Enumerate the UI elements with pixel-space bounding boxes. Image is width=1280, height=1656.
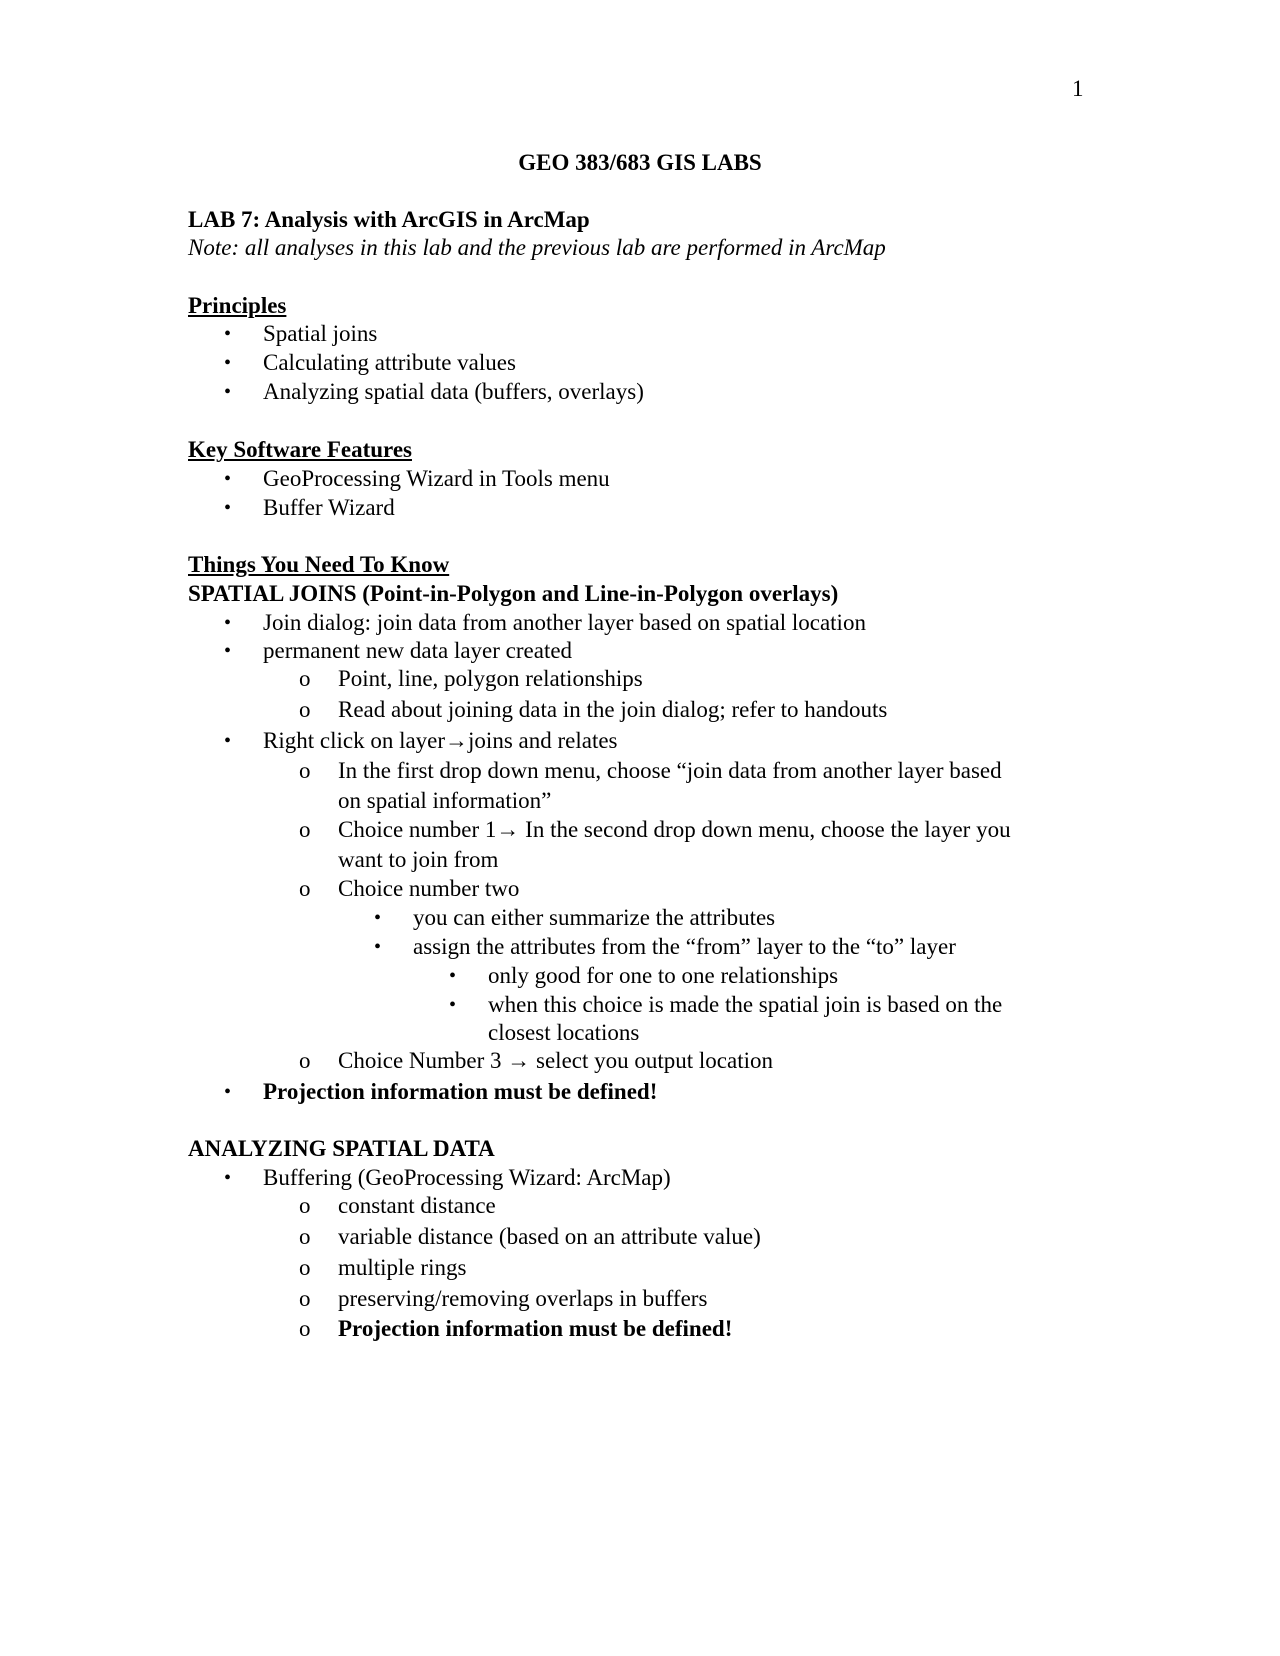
circle-bullet: o <box>299 1316 311 1341</box>
list-item: when this choice is made the spatial join is based on the <box>488 992 1003 1017</box>
list-item: Buffering (GeoProcessing Wizard: ArcMap) <box>263 1165 671 1190</box>
circle-bullet: o <box>299 876 311 901</box>
bullet: • <box>224 730 232 752</box>
list-item: Buffer Wizard <box>263 495 395 520</box>
choice-1-text: Choice number 1 <box>338 817 497 842</box>
bullet: • <box>224 640 232 662</box>
key-features-heading: Key Software Features <box>188 437 412 462</box>
circle-bullet: o <box>299 697 311 722</box>
list-item: Choice number two <box>338 876 520 901</box>
bullet: • <box>449 994 457 1016</box>
list-item: Join dialog: join data from another layer based on spatial location <box>263 610 866 635</box>
bullet: • <box>224 1081 232 1103</box>
bullet: • <box>224 612 232 634</box>
principles-heading: Principles <box>188 293 287 318</box>
list-item: multiple rings <box>338 1255 467 1280</box>
projection-warning: Projection information must be defined! <box>263 1079 658 1104</box>
list-item-continued: on spatial information” <box>338 788 552 813</box>
list-item <box>338 1047 773 1075</box>
analyzing-heading: ANALYZING SPATIAL DATA <box>188 1136 495 1161</box>
bullet: • <box>224 323 232 345</box>
list-item: Analyzing spatial data (buffers, overlays) <box>263 379 644 404</box>
circle-bullet: o <box>299 1286 311 1311</box>
arrow-icon: → <box>507 1048 531 1073</box>
arrow-icon: → <box>445 728 469 753</box>
bullet: • <box>224 381 232 403</box>
bullet: • <box>224 497 232 519</box>
arrow-icon: → <box>496 817 520 842</box>
circle-bullet: o <box>299 1193 311 1218</box>
list-item: variable distance (based on an attribute value) <box>338 1224 761 1249</box>
lab-heading: LAB 7: Analysis with ArcGIS in ArcMap <box>188 207 590 232</box>
list-item-continued: closest locations <box>488 1020 640 1045</box>
list-item-continued: want to join from <box>338 847 499 872</box>
list-item: Spatial joins <box>263 321 378 346</box>
list-item: assign the attributes from the “from” layer to the “to” layer <box>413 934 956 959</box>
list-item <box>263 727 618 755</box>
choice-1-text-2: In the second drop down menu, choose the layer you <box>519 817 1011 842</box>
right-click-text-2: joins and relates <box>468 728 618 753</box>
things-heading: Things You Need To Know <box>188 552 450 577</box>
bullet: • <box>224 352 232 374</box>
bullet: • <box>224 1167 232 1189</box>
right-click-text: Right click on layer <box>263 728 446 753</box>
bullet: • <box>374 936 382 958</box>
list-item <box>338 816 1011 844</box>
document-title: GEO 383/683 GIS LABS <box>518 150 762 175</box>
choice-3-text: Choice Number 3 <box>338 1048 508 1073</box>
circle-bullet: o <box>299 1224 311 1249</box>
circle-bullet: o <box>299 666 311 691</box>
spatial-joins-heading: SPATIAL JOINS (Point-in-Polygon and Line-in-Polygon overlays) <box>188 581 839 606</box>
bullet: • <box>449 965 457 987</box>
bullet: • <box>374 907 382 929</box>
list-item: constant distance <box>338 1193 496 1218</box>
circle-bullet: o <box>299 1048 311 1073</box>
list-item: GeoProcessing Wizard in Tools menu <box>263 466 610 491</box>
choice-3-text-2: select you output location <box>530 1048 773 1073</box>
circle-bullet: o <box>299 1255 311 1280</box>
circle-bullet: o <box>299 758 311 783</box>
lab-note: Note: all analyses in this lab and the previous lab are performed in ArcMap <box>188 235 886 260</box>
list-item: Point, line, polygon relationships <box>338 666 643 691</box>
list-item: Read about joining data in the join dialog; refer to handouts <box>338 697 888 722</box>
list-item: you can either summarize the attributes <box>413 905 776 930</box>
list-item: Calculating attribute values <box>263 350 516 375</box>
page-number: 1 <box>1072 76 1084 101</box>
list-item: only good for one to one relationships <box>488 963 839 988</box>
list-item: In the first drop down menu, choose “join data from another layer based <box>338 758 1002 783</box>
projection-warning: Projection information must be defined! <box>338 1316 733 1341</box>
list-item: permanent new data layer created <box>263 638 573 663</box>
circle-bullet: o <box>299 817 311 842</box>
bullet: • <box>224 468 232 490</box>
list-item: preserving/removing overlaps in buffers <box>338 1286 708 1311</box>
